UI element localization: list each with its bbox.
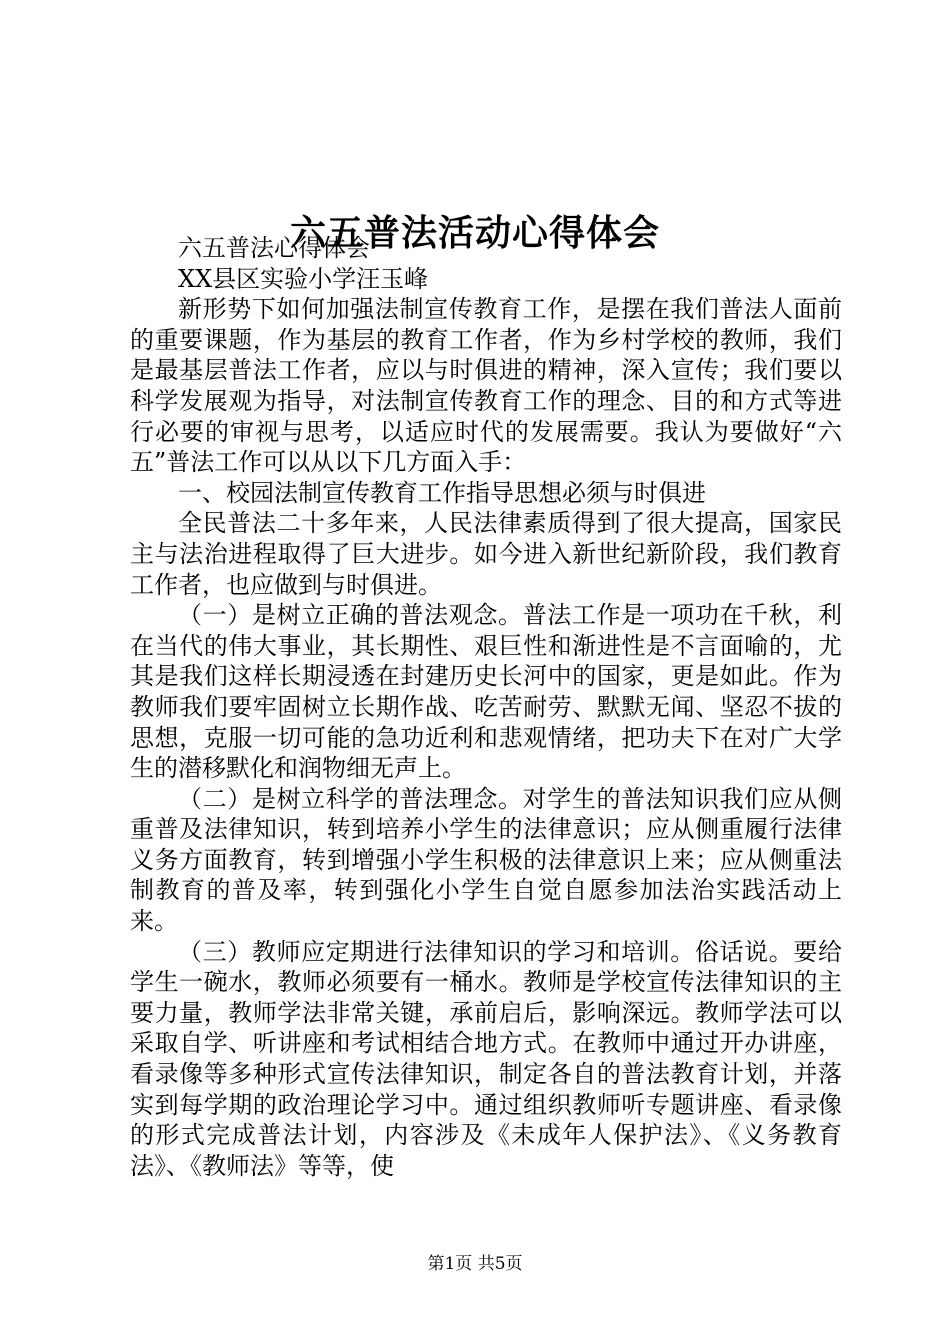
intro-paragraph: 新形势下如何加强法制宣传教育工作，是摆在我们普法人面前的重要课题，作为基层的教育工作者，作为乡村学校的教师，我们是最基层普法工作者，应以与时俱进的精神，深入宣传；我们要以科学发展观为指导，对法制宣传教育工作的理念、目的和方式等进行必要的审视与思考，以适应时代的发展需要。我认为要做好“六五”普法工作可以从以下几方面入手： <box>130 295 842 477</box>
page-title: 六五普法活动心得体会 <box>289 212 660 255</box>
body-paragraph-item-3: （三）教师应定期进行法律知识的学习和培训。俗话说。要给学生一碗水，教师必须要有一桶水。教师是学校宣传法律知识的主要力量，教师学法非常关键，承前启后，影响深远。教师学法可以采取自学、听讲座和考试相结合地方式。在教师中通过开办讲座，看录像等多种形式宣传法律知识，制定各自的普法教育计划，并落实到每学期的政治理论学习中。通过组织教师听专题讲座、看录像的形式完成普法计划，内容涉及《未成年人保护法》、《义务教育法》、《教师法》等等，使 <box>130 937 842 1180</box>
document-body <box>130 233 842 1181</box>
subtitle: 六五普法心得体会 <box>178 234 370 262</box>
body-paragraph-item-1: （一）是树立正确的普法观念。普法工作是一项功在千秋，利在当代的伟大事业，其长期性、艰巨性和渐进性是不言面喻的，尤其是我们这样长期浸透在封建历史长河中的国家，更是如此。作为教师我们要牢固树立长期作战、吃苦耐劳、默默无闻、坚忍不拔的思想，克服一切可能的急功近利和悲观情绪，把功夫下在对广大学生的潜移默化和润物细无声上。 <box>130 601 842 783</box>
section-heading-1: 一、校园法制宣传教育工作指导思想必须与时俱进 <box>178 478 706 507</box>
body-paragraph-item-2: （二）是树立科学的普法理念。对学生的普法知识我们应从侧重普及法律知识，转到培养小学生的法律意识；应从侧重履行法律义务方面教育，转到增强小学生积极的法律意识上来；应从侧重法制教育的普及率，转到强化小学生自觉自愿参加法治实践活动上来。 <box>130 784 842 936</box>
page-number-footer: 第1页 共5页 <box>427 1254 523 1274</box>
author-line: XX县区实验小学汪玉峰 <box>178 264 429 293</box>
body-paragraph: 全民普法二十多年来，人民法律素质得到了很大提高，国家民主与法治进程取得了巨大进步。如今进入新世纪新阶段，我们教育工作者，也应做到与时俱进。 <box>130 509 842 599</box>
